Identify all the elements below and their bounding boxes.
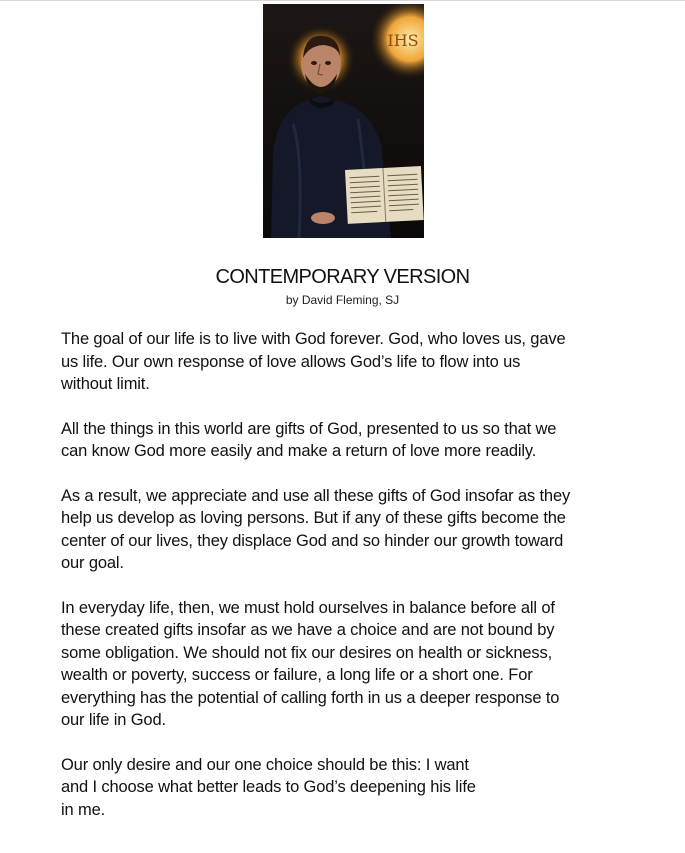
paragraph: [61, 485, 633, 575]
page-top-border: [0, 0, 685, 1]
text-line: As a result, we appreciate and use all these gifts of God insofar as they: [61, 486, 571, 505]
text-line: our goal.: [61, 554, 124, 572]
document-body: [61, 328, 633, 843]
text-line: center of our lives, they displace God and so hinder our growth toward: [61, 531, 564, 550]
document-byline: by David Fleming, SJ: [285, 293, 400, 307]
ihs-inscription: IHS: [387, 31, 419, 50]
paragraph: [61, 597, 633, 732]
text-line: our life in God.: [61, 711, 166, 729]
text-line: can know God more easily and make a return of love more readily.: [61, 442, 537, 460]
paragraph: [61, 328, 633, 396]
text-line: In everyday life, then, we must hold ourselves in balance before all of: [61, 598, 555, 617]
text-line: without limit.: [61, 375, 150, 393]
text-line: us life. Our own response of love allows God’s life to flow into us: [61, 352, 521, 371]
saint-portrait-image: [263, 4, 424, 238]
text-line: and I choose what better leads to God’s deepening his life: [61, 778, 476, 796]
text-line: The goal of our life is to live with God forever. God, who loves us, gave: [61, 330, 566, 348]
text-line: everything has the potential of calling forth in us a deeper response to: [61, 688, 560, 707]
text-line: in me.: [61, 800, 106, 819]
text-line: Our only desire and our one choice should be this: I want: [61, 755, 469, 774]
paragraph: [61, 418, 633, 463]
document-title: CONTEMPORARY VERSION: [215, 266, 470, 288]
paragraph: [61, 754, 633, 822]
text-line: wealth or poverty, success or failure, a long life or a short one. For: [61, 666, 533, 684]
text-line: these created gifts insofar as we have a choice and are not bound by: [61, 621, 555, 639]
text-line: some obligation. We should not fix our desires on health or sickness,: [61, 643, 553, 662]
text-line: All the things in this world are gifts of God, presented to us so that we: [61, 419, 557, 438]
text-line: help us develop as loving persons. But if any of these gifts become the: [61, 509, 566, 527]
